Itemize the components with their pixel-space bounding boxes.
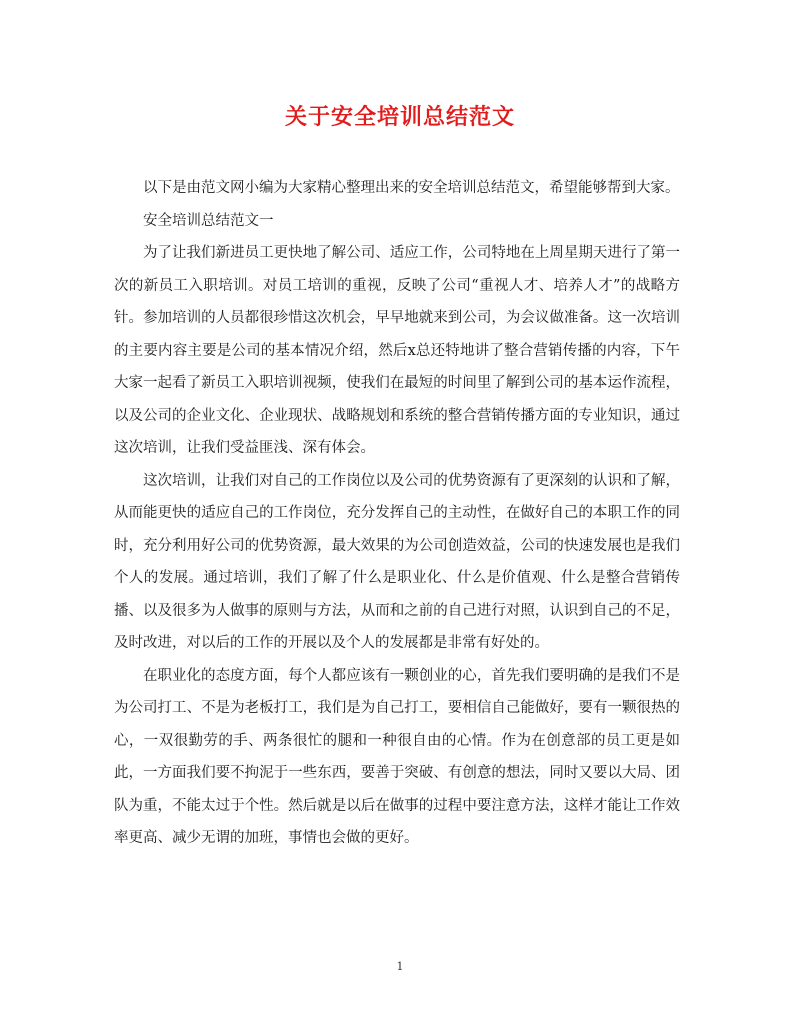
- document-body: [114, 172, 680, 855]
- intro-paragraph: 以下是由范文网小编为大家精心整理出来的安全培训总结范文，希望能够帮到大家。: [143, 180, 680, 196]
- body-paragraph-2: 这次培训，让我们对自己的工作岗位以及公司的优势资源有了更深刻的认识和了解，从而能更快的适应自己的工作岗位，充分发挥自己的主动性，在做好自己的本职工作的同时，充分利用好公司的优势资源，最大效果的为公司创造效益，公司的快速发展也是我们个人的发展。通过培训，我们了解了什么是职业化、什么是价值观、什么是整合营销传播、以及很多为人做事的原则与方法，从而和之前的自己进行对照，认识到自己的不足，及时改进，对以后的工作的开展以及个人的发展都是非常有好处的。: [114, 472, 680, 651]
- document-title: 关于安全培训总结范文: [284, 105, 515, 130]
- page-number: 1: [396, 960, 404, 973]
- body-paragraph-1: 为了让我们新进员工更快地了解公司、适应工作，公司特地在上周星期天进行了第一次的新员工入职培训。对员工培训的重视，反映了公司“重视人才、培养人才”的战略方针。参加培训的人员都很珍惜这次机会，早早地就来到公司，为会议做准备。这一次培训的主要内容主要是公司的基本情况介绍，然后x总还特地讲了整合营销传播的内容，下午大家一起看了新员工入职培训视频，使我们在最短的时间里了解到公司的基本运作流程，以及公司的企业文化、企业现状、战略规划和系统的整合营销传播方面的专业知识，通过这次培训，让我们受益匪浅、深有体会。: [114, 245, 680, 456]
- body-paragraph-3: 在职业化的态度方面，每个人都应该有一颗创业的心，首先我们要明确的是我们不是为公司打工、不是为老板打工，我们是为自己打工，要相信自己能做好，要有一颗很热的心，一双很勤劳的手、两条很忙的腿和一种很自由的心情。作为在创意部的员工更是如此，一方面我们要不拘泥于一些东西，要善于突破、有创意的想法，同时又要以大局、团队为重，不能太过于个性。然后就是以后在做事的过程中要注意方法，这样才能让工作效率更高、减少无谓的加班，事情也会做的更好。: [114, 667, 680, 846]
- section-heading: 安全培训总结范文一: [143, 212, 274, 229]
